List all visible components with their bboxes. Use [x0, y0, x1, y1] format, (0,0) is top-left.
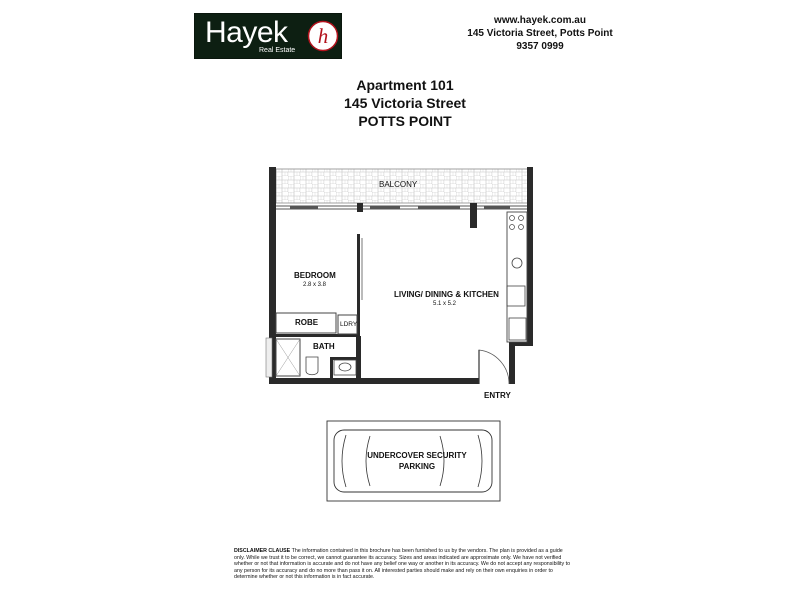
- balcony-sliding-doors: [276, 206, 527, 209]
- phone-text: 9357 0999: [516, 41, 564, 52]
- balcony-label: BALCONY: [379, 180, 418, 189]
- bath-label: BATH: [313, 342, 335, 351]
- shower-tray: [276, 339, 300, 376]
- living-size: 5.1 x 5.2: [433, 301, 457, 307]
- kitchen-bench: [507, 212, 527, 342]
- property-street: 145 Victoria Street: [344, 95, 466, 111]
- toilet-icon: [306, 357, 318, 375]
- disclaimer-heading: DISCLAIMER CLAUSE: [234, 548, 291, 554]
- entry-label: ENTRY: [484, 391, 511, 400]
- disclaimer-text: The information contained in this brochure has been furnished to us by the vendors. The plan is provided as a guide only. While we trust it to be correct, we cannot guarantee its accuracy. Sizes and areas indicated are approximate only. We have not verified whether or not that information is accurate and do not have any belief one way or another in its accuracy. We do not accept any responsibility to any person for its accuracy and do no more than pass it on. All interested parties should make and rely on their own enquiries in order to determine whether or not this information is in fact accurate.: [234, 548, 571, 581]
- property-suburb: POTTS POINT: [358, 113, 452, 129]
- parking-label-line1: UNDERCOVER SECURITY: [367, 451, 467, 460]
- property-unit: Apartment 101: [356, 77, 454, 93]
- disclaimer: [234, 548, 574, 581]
- laundry-label: LDRY: [340, 321, 358, 328]
- living-label: LIVING/ DINING & KITCHEN: [394, 290, 499, 299]
- address-text: 145 Victoria Street, Potts Point: [467, 28, 613, 39]
- bath-window: [266, 338, 272, 377]
- logo-tagline: Real Estate: [259, 47, 296, 54]
- bath-vanity: [334, 360, 356, 375]
- website-text: www.hayek.com.au: [494, 15, 586, 26]
- robe-label: ROBE: [295, 318, 319, 327]
- bedroom-label: BEDROOM: [294, 271, 336, 280]
- logo-wordmark: Hayek: [205, 16, 288, 49]
- logo-monogram-letter: h: [317, 24, 329, 48]
- entry-door-swing: [479, 350, 509, 384]
- parking-label-line2: PARKING: [398, 462, 436, 471]
- bedroom-size: 2.8 x 3.8: [303, 282, 327, 288]
- parking-label: [362, 450, 472, 472]
